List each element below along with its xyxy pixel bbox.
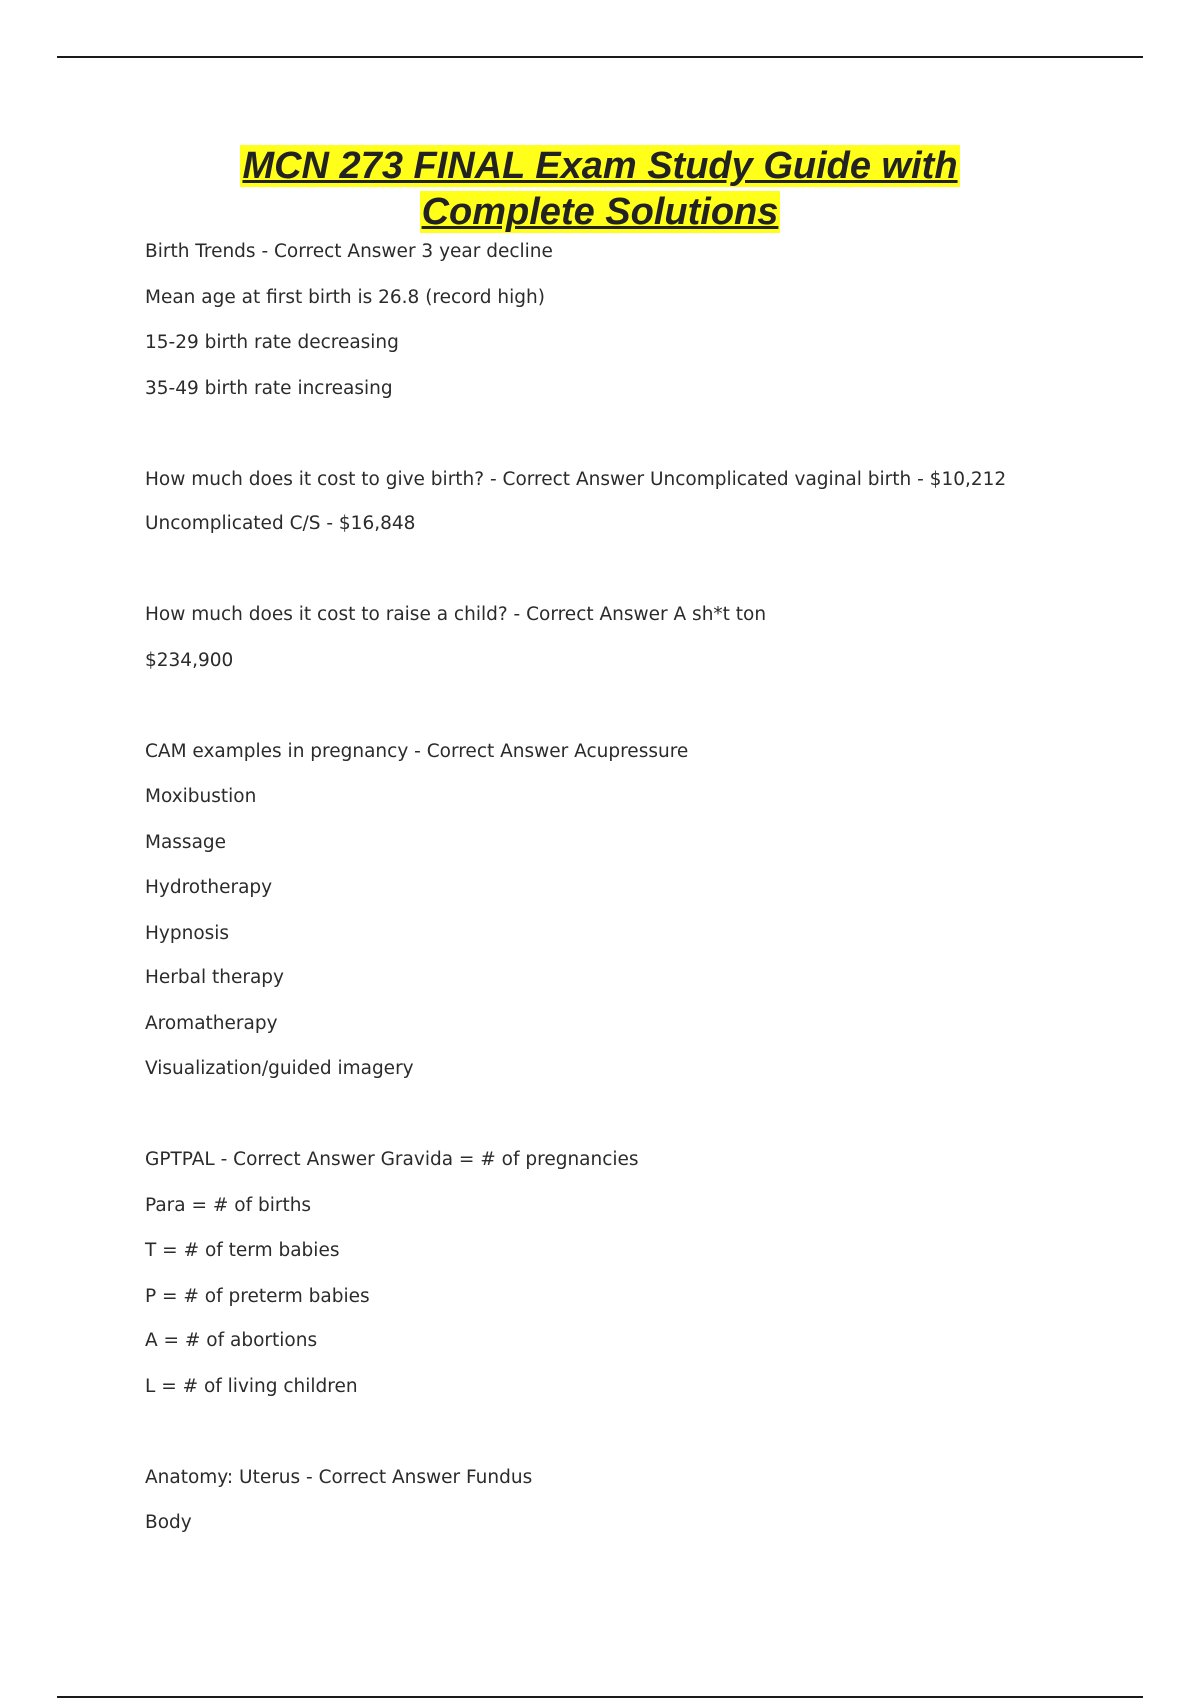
text-line: Moxibustion [145,786,257,807]
text-line: Anatomy: Uterus - Correct Answer Fundus [145,1467,533,1488]
top-rule [57,56,1143,58]
text-line: 15-29 birth rate decreasing [145,332,399,353]
text-line: GPTPAL - Correct Answer Gravida = # of pregnancies [145,1149,639,1170]
text-line: Para = # of births [145,1195,312,1216]
bottom-rule [57,1696,1143,1698]
text-line: How much does it cost to raise a child? - Correct Answer A sh*t ton [145,604,767,625]
text-line: Mean age at first birth is 26.8 (record high) [145,287,545,308]
text-line: CAM examples in pregnancy - Correct Answer Acupressure [145,741,689,762]
text-line: $234,900 [145,650,234,671]
text-line: Birth Trends - Correct Answer 3 year decline [145,241,553,262]
text-line: How much does it cost to give birth? - Correct Answer Uncomplicated vaginal birth - $10,212 [145,469,1007,490]
text-line: P = # of preterm babies [145,1286,370,1307]
text-line: Uncomplicated C/S - $16,848 [145,513,416,534]
text-line: Aromatherapy [145,1013,278,1034]
text-line: A = # of abortions [145,1330,318,1351]
text-line: Body [145,1512,192,1533]
text-line: Hydrotherapy [145,877,273,898]
text-line: Herbal therapy [145,967,284,988]
text-line: Massage [145,832,227,853]
title-line-1: MCN 273 FINAL Exam Study Guide with [242,145,958,187]
text-line: T = # of term babies [145,1240,340,1261]
title-line-2: Complete Solutions [421,191,779,233]
text-line: Visualization/guided imagery [145,1058,414,1079]
text-line: Hypnosis [145,923,230,944]
document-title [0,143,1200,235]
text-line: 35-49 birth rate increasing [145,378,393,399]
text-line: L = # of living children [145,1376,358,1397]
